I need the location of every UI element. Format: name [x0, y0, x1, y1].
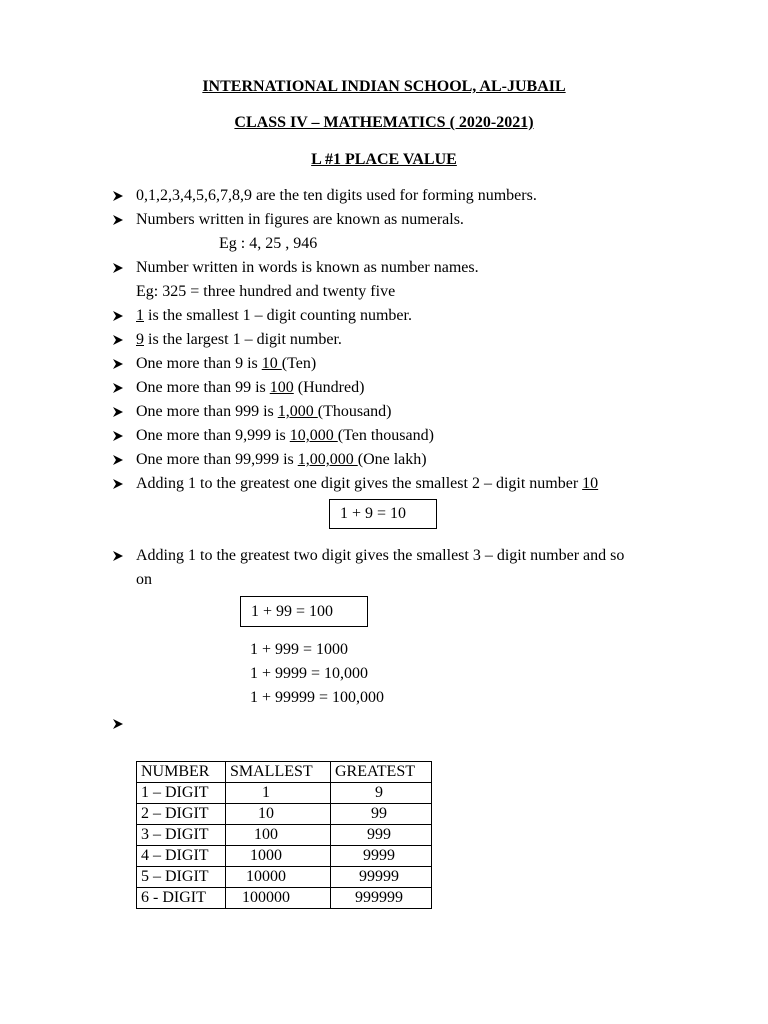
- table-cell: 99: [331, 804, 432, 825]
- point-smallest-3-digit: Adding 1 to the greatest two digit gives the smallest 3 – digit number and so: [136, 547, 625, 564]
- point-numerals: Numbers written in figures are known as numerals.: [136, 211, 464, 228]
- point-smallest-2-digit: [136, 474, 598, 494]
- table-header-row: [137, 762, 432, 783]
- equation-line: 1 + 999 = 1000: [250, 641, 349, 658]
- table-cell: 100: [226, 825, 331, 846]
- point-numerals-example: Eg : 4, 25 , 946: [219, 235, 318, 252]
- class-title: CLASS IV – MATHEMATICS ( 2020-2021): [234, 114, 534, 131]
- point-text: is the largest 1 – digit number.: [144, 331, 342, 348]
- point-text: One more than 9 is: [136, 355, 262, 372]
- table-cell: 10: [226, 804, 331, 825]
- table-row: [137, 783, 432, 804]
- highlight-number: 1: [136, 307, 144, 324]
- highlight-number: 1,000: [277, 403, 318, 420]
- point-text: is the smallest 1 – digit counting number.: [144, 307, 412, 324]
- point-hundred: [136, 378, 364, 398]
- point-text: One more than 9,999 is: [136, 427, 290, 444]
- column-header: SMALLEST: [226, 762, 331, 783]
- table-cell: 99999: [331, 867, 432, 888]
- arrowhead-bullet-icon: [112, 306, 126, 326]
- lesson-title: L #1 PLACE VALUE: [311, 151, 457, 168]
- arrowhead-bullet-icon: [112, 258, 126, 278]
- table-cell: 999999: [331, 888, 432, 909]
- arrowhead-bullet-icon: [112, 354, 126, 374]
- column-header: GREATEST: [331, 762, 432, 783]
- point-text: (Thousand): [317, 403, 392, 420]
- highlight-number: 10: [582, 475, 599, 492]
- table-cell: 999: [331, 825, 432, 846]
- point-largest-1-digit: [136, 330, 342, 350]
- table-row: [137, 888, 432, 909]
- point-text: (Hundred): [293, 379, 365, 396]
- point-number-names: Number written in words is known as number names.: [136, 259, 479, 276]
- point-ten-thousand: [136, 426, 434, 446]
- table-cell: 3 – DIGIT: [137, 825, 226, 846]
- point-number-names-example: Eg: 325 = three hundred and twenty five: [136, 283, 396, 300]
- table-cell: 100000: [226, 888, 331, 909]
- point-text: One more than 999 is: [136, 403, 278, 420]
- point-text: (Ten): [281, 355, 317, 372]
- table-row: [137, 804, 432, 825]
- arrowhead-bullet-icon: [112, 450, 126, 470]
- equation-box: 1 + 99 = 100: [240, 596, 368, 627]
- arrowhead-bullet-icon: [112, 426, 126, 446]
- table-cell: 1: [226, 783, 331, 804]
- arrowhead-bullet-icon: [112, 210, 126, 230]
- table-cell: 10000: [226, 867, 331, 888]
- arrowhead-bullet-icon: [112, 714, 126, 734]
- arrowhead-bullet-icon: [112, 186, 126, 206]
- table-cell: 1 – DIGIT: [137, 783, 226, 804]
- point-thousand: [136, 402, 392, 422]
- arrowhead-bullet-icon: [112, 330, 126, 350]
- table-cell: 2 – DIGIT: [137, 804, 226, 825]
- equation-line: 1 + 99999 = 100,000: [250, 689, 385, 706]
- arrowhead-bullet-icon: [112, 474, 126, 494]
- point-text: (Ten thousand): [337, 427, 434, 444]
- arrowhead-bullet-icon: [112, 378, 126, 398]
- table-row: [137, 867, 432, 888]
- highlight-number: 1,00,000: [297, 451, 358, 468]
- table-cell: 9999: [331, 846, 432, 867]
- table-cell: 1000: [226, 846, 331, 867]
- equation-line: 1 + 9999 = 10,000: [250, 665, 369, 682]
- highlight-number: 9: [136, 331, 144, 348]
- highlight-number: 10,000: [289, 427, 338, 444]
- point-text: (One lakh): [357, 451, 427, 468]
- table-cell: 4 – DIGIT: [137, 846, 226, 867]
- point-smallest-1-digit: [136, 306, 412, 326]
- place-value-table: [136, 761, 432, 909]
- arrowhead-bullet-icon: [112, 546, 126, 566]
- point-one-lakh: [136, 450, 427, 470]
- point-ten: [136, 354, 316, 374]
- point-text: One more than 99,999 is: [136, 451, 298, 468]
- point-smallest-3-digit-cont: on: [136, 571, 152, 588]
- table-cell: 9: [331, 783, 432, 804]
- column-header: NUMBER: [137, 762, 226, 783]
- point-digits: 0,1,2,3,4,5,6,7,8,9 are the ten digits used for forming numbers.: [136, 187, 537, 204]
- point-text: One more than 99 is: [136, 379, 270, 396]
- table-cell: 5 – DIGIT: [137, 867, 226, 888]
- table-row: [137, 846, 432, 867]
- table-row: [137, 825, 432, 846]
- arrowhead-bullet-icon: [112, 402, 126, 422]
- school-title: INTERNATIONAL INDIAN SCHOOL, AL-JUBAIL: [202, 78, 566, 95]
- equation-box: 1 + 9 = 10: [329, 499, 437, 529]
- table-cell: 6 - DIGIT: [137, 888, 226, 909]
- point-text: Adding 1 to the greatest one digit gives the smallest 2 – digit number: [136, 475, 583, 492]
- highlight-number: 100: [269, 379, 294, 396]
- highlight-number: 10: [261, 355, 282, 372]
